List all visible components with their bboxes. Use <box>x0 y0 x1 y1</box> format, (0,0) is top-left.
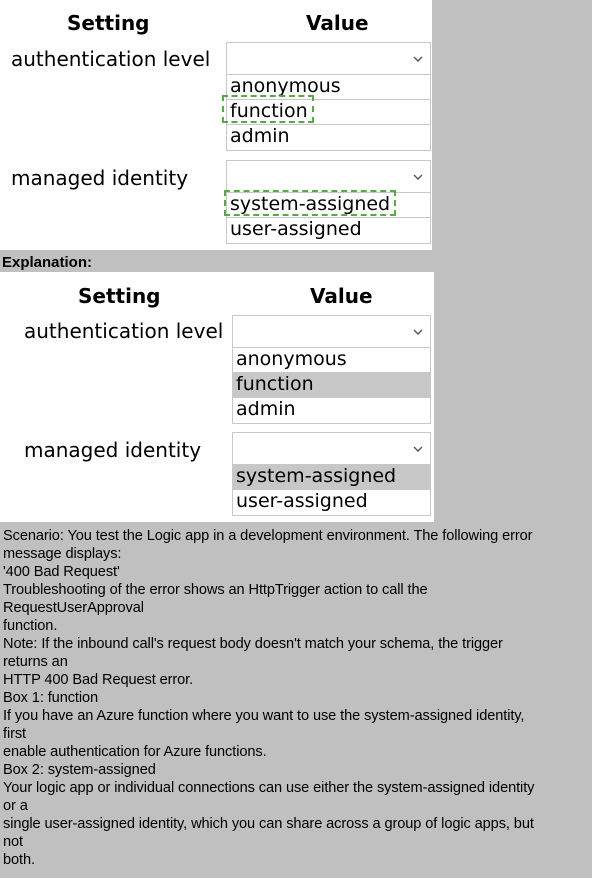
chevron-down-icon <box>412 327 424 337</box>
dropdown-header[interactable] <box>227 43 430 75</box>
explanation-label: Explanation: <box>2 254 93 271</box>
explanation-line: RequestUserApproval <box>3 600 144 616</box>
option-user-assigned[interactable]: user-assigned <box>230 218 362 240</box>
option-function[interactable]: function <box>227 100 430 125</box>
explanation-line: single user-assigned identity, which you can share across a group of logic apps, but <box>3 816 534 832</box>
explanation-line: function. <box>3 618 58 634</box>
explanation-line: '400 Bad Request' <box>3 564 120 580</box>
explanation-line: Note: If the inbound call's request body doesn't match your schema, the trigger <box>3 636 503 652</box>
authentication-level-dropdown[interactable] <box>226 42 431 151</box>
authentication-level-label: authentication level <box>11 47 211 71</box>
explanation-text <box>3 527 589 869</box>
explanation-line: both. <box>3 852 35 868</box>
authentication-level-label: authentication level <box>24 319 224 343</box>
option-system-assigned-selected[interactable]: system-assigned <box>233 465 430 490</box>
question-panel <box>0 0 432 250</box>
option-user-assigned[interactable]: user-assigned <box>236 490 368 512</box>
value-header: Value <box>310 284 373 308</box>
managed-identity-dropdown[interactable] <box>226 160 431 244</box>
explanation-line: HTTP 400 Bad Request error. <box>3 672 194 688</box>
option-anonymous[interactable]: anonymous <box>233 348 430 373</box>
setting-header: Setting <box>78 284 161 308</box>
explanation-line: first <box>3 726 27 742</box>
dropdown-header[interactable] <box>227 161 430 193</box>
explanation-line: not <box>3 834 23 850</box>
authentication-level-dropdown[interactable] <box>232 315 431 424</box>
option-admin[interactable]: admin <box>230 125 290 147</box>
explanation-line: Box 1: function <box>3 690 99 706</box>
chevron-down-icon <box>412 172 424 182</box>
value-header: Value <box>306 11 369 35</box>
option-anonymous[interactable]: anonymous <box>227 75 430 100</box>
option-function-selected[interactable]: function <box>233 373 430 398</box>
setting-header: Setting <box>67 11 150 35</box>
dropdown-header[interactable] <box>233 316 430 348</box>
option-admin[interactable]: admin <box>236 398 296 420</box>
managed-identity-label: managed identity <box>24 438 202 462</box>
explanation-line: Troubleshooting of the error shows an HttpTrigger action to call the <box>3 582 428 598</box>
option-system-assigned[interactable]: system-assigned <box>227 193 430 218</box>
explanation-line: Your logic app or individual connections can use either the system-assigned identity <box>3 780 535 796</box>
managed-identity-dropdown[interactable] <box>232 432 431 516</box>
chevron-down-icon <box>412 54 424 64</box>
managed-identity-label: managed identity <box>11 166 189 190</box>
answer-panel <box>0 272 434 522</box>
explanation-line: enable authentication for Azure functions. <box>3 744 267 760</box>
explanation-line: returns an <box>3 654 68 670</box>
explanation-line: If you have an Azure function where you want to use the system-assigned identity, <box>3 708 525 724</box>
explanation-line: Box 2: system-assigned <box>3 762 156 778</box>
dropdown-header[interactable] <box>233 433 430 465</box>
explanation-line: or a <box>3 798 28 814</box>
explanation-line: message displays: <box>3 546 122 562</box>
explanation-line: Scenario: You test the Logic app in a development environment. The following error <box>3 528 533 544</box>
chevron-down-icon <box>412 444 424 454</box>
